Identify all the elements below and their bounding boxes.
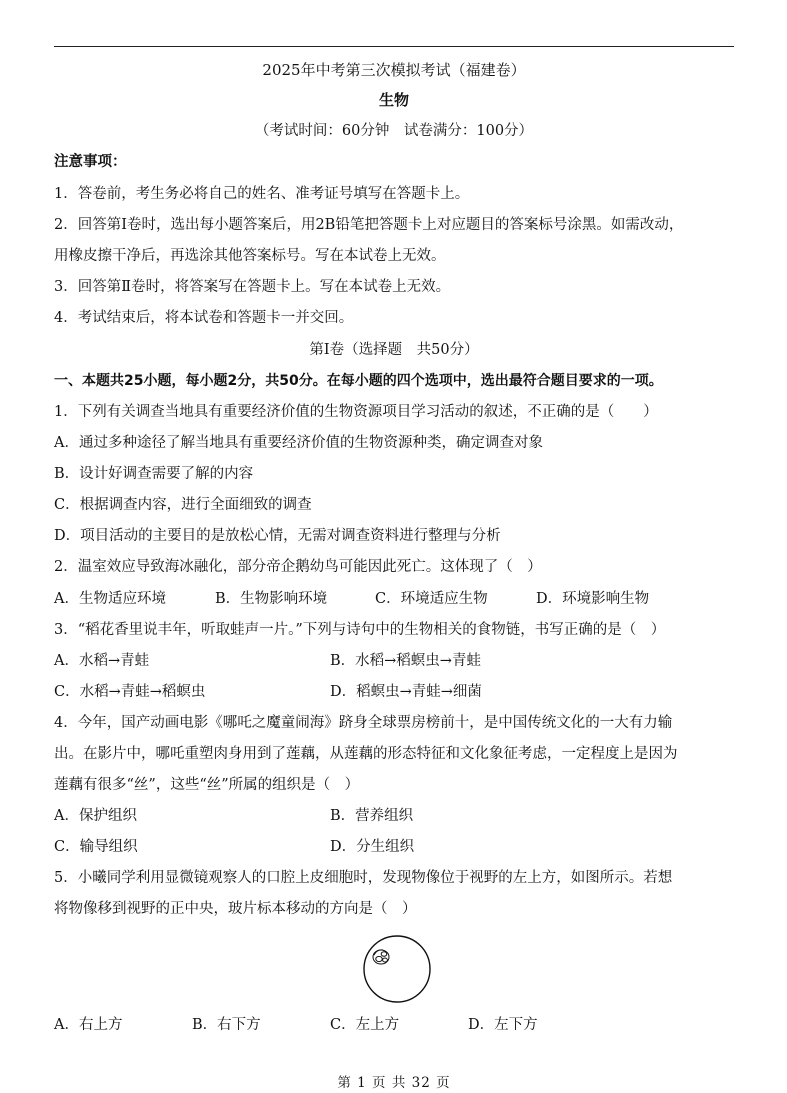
answer-option: B．设计好调查需要了解的内容 — [54, 466, 254, 482]
question-stem: 莲藕有很多“丝”，这些“丝”所属的组织是（ ） — [54, 777, 360, 793]
subject-title: 生物 — [378, 91, 409, 109]
answer-option: B．营养组织 — [330, 808, 414, 824]
section-title: 第Ⅰ卷（选择题 共50分） — [309, 342, 479, 358]
section-instruction: 一、本题共25小题，每小题2分，共50分。在每小题的四个选项中，选出最符合题目要求的一项。 — [54, 373, 663, 389]
question-stem: 1．下列有关调查当地具有重要经济价值的生物资源项目学习活动的叙述，不正确的是（ ） — [54, 404, 658, 420]
page-footer: 第 1 页 共 32 页 — [337, 1075, 451, 1091]
note-item: 3．回答第Ⅱ卷时，将答案写在答题卡上。写在本试卷上无效。 — [54, 279, 451, 295]
question-stem: 将物像移到视野的正中央，玻片标本移动的方向是（ ） — [54, 901, 417, 917]
top-rule — [54, 46, 734, 47]
answer-option: A．生物适应环境 — [54, 591, 166, 607]
answer-option: D．左下方 — [468, 1017, 538, 1033]
answer-option: D．项目活动的主要目的是放松心情，无需对调查资料进行整理与分析 — [54, 528, 501, 544]
note-item: 用橡皮擦干净后，再选涂其他答案标号。写在本试卷上无效。 — [54, 248, 446, 264]
answer-option: D．环境影响生物 — [536, 591, 650, 607]
answer-option: D．分生组织 — [330, 839, 415, 855]
microscope-field-figure — [359, 935, 435, 1005]
answer-option: C．输导组织 — [54, 839, 138, 855]
answer-option: B．水稻→稻螟虫→青蛙 — [330, 653, 481, 669]
note-item: 1．答卷前，考生务必将自己的姓名、准考证号填写在答题卡上。 — [54, 186, 470, 202]
exam-info: （考试时间：60分钟 试卷满分：100分） — [254, 123, 534, 139]
answer-option: C．水稻→青蛙→稻螟虫 — [54, 684, 206, 700]
question-stem: 5．小曦同学利用显微镜观察人的口腔上皮细胞时，发现物像位于视野的左上方，如图所示。若想 — [54, 870, 673, 886]
question-stem: 出。在影片中，哪吒重塑肉身用到了莲藕，从莲藕的形态特征和文化象征考虑，一定程度上是因为 — [54, 746, 678, 762]
answer-option: C．根据调查内容，进行全面细致的调查 — [54, 497, 312, 513]
answer-option: B．右下方 — [192, 1017, 261, 1033]
answer-option: C．左上方 — [330, 1017, 400, 1033]
note-item: 2．回答第Ⅰ卷时，选出每小题答案后，用2B铅笔把答题卡上对应题目的答案标号涂黑。如需改动， — [54, 217, 684, 233]
question-stem: 2．温室效应导致海冰融化，部分帝企鹅幼鸟可能因此死亡。这体现了（ ） — [54, 559, 542, 575]
notes-heading: 注意事项： — [54, 154, 127, 170]
answer-option: A．通过多种途径了解当地具有重要经济价值的生物资源种类，确定调查对象 — [54, 435, 543, 451]
question-stem: 3．“稻花香里说丰年，听取蛙声一片。”下列与诗句中的生物相关的食物链，书写正确的是（ ） — [54, 622, 666, 638]
question-stem: 4．今年，国产动画电影《哪吒之魔童闹海》跻身全球票房榜前十，是中国传统文化的一大有力输 — [54, 715, 673, 731]
answer-option: A．保护组织 — [54, 808, 137, 824]
answer-option: A．右上方 — [54, 1017, 123, 1033]
exam-title: 2025年中考第三次模拟考试（福建卷） — [262, 61, 526, 79]
note-item: 4．考试结束后，将本试卷和答题卡一并交回。 — [54, 310, 354, 326]
answer-option: A．水稻→青蛙 — [54, 653, 150, 669]
answer-option: C．环境适应生物 — [375, 591, 488, 607]
answer-option: B．生物影响环境 — [215, 591, 328, 607]
answer-option: D．稻螟虫→青蛙→细菌 — [330, 684, 482, 700]
